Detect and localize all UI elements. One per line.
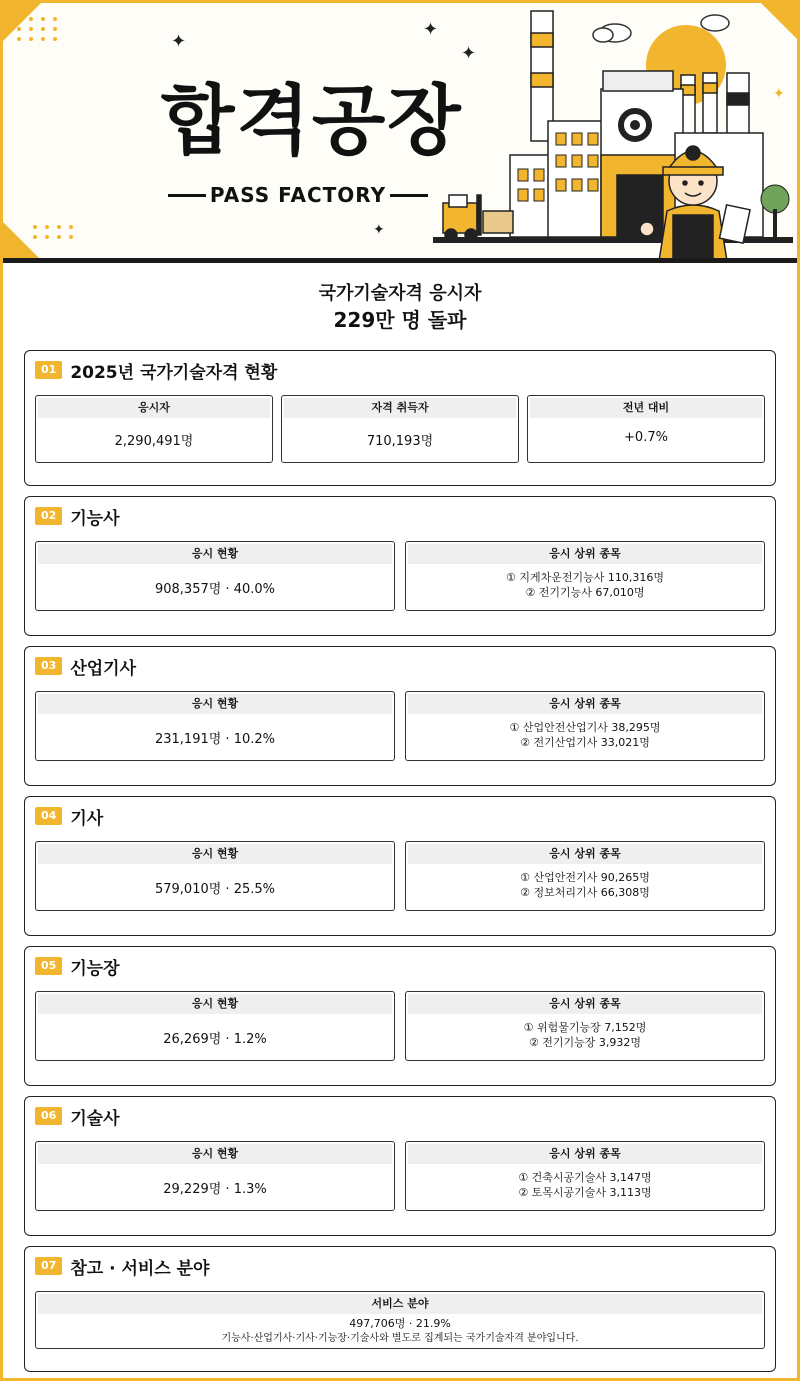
section-badge: 05 xyxy=(35,957,62,975)
top-item-2: ② 토목시공기술사 3,113명 xyxy=(518,1186,652,1199)
corner-decoration xyxy=(761,3,797,39)
stat-card-yoy xyxy=(527,395,765,463)
top-items-card xyxy=(405,841,765,911)
top-items-card xyxy=(405,691,765,761)
top-item-2: ② 전기기능장 3,932명 xyxy=(528,1036,642,1049)
section-title: 참고 · 서비스 분야 xyxy=(70,1258,210,1279)
top-item-2: ② 전기기능사 67,010명 xyxy=(525,586,645,599)
top-item-2: ② 정보처리기사 66,308명 xyxy=(520,886,650,899)
stat-card-applicants xyxy=(35,395,273,463)
logo-wordmark: 합격공장 xyxy=(161,76,463,165)
section-header xyxy=(35,359,277,381)
headline xyxy=(0,282,800,334)
headline-line2: 229만 명 돌파 xyxy=(333,308,467,332)
status-card xyxy=(35,691,395,761)
card-value: 26,269명 · 1.2% xyxy=(163,1032,267,1047)
card-value: 908,357명 · 40.0% xyxy=(154,582,275,597)
card-label: 전년 대비 xyxy=(530,398,762,418)
card-label: 응시 상위 종목 xyxy=(408,844,762,864)
card-label: 응시 현황 xyxy=(38,544,392,564)
card-label: 자격 취득자 xyxy=(284,398,516,418)
top-items-card xyxy=(405,1141,765,1211)
card-label: 응시 현황 xyxy=(38,694,392,714)
top-item-1: ① 위험물기능장 7,152명 xyxy=(523,1021,647,1034)
status-card xyxy=(35,541,395,611)
section-badge: 04 xyxy=(35,807,62,825)
top-item-1: ① 산업안전산업기사 38,295명 xyxy=(509,721,661,734)
card-label: 응시 상위 종목 xyxy=(408,544,762,564)
card-note: 기능사·산업기사·기사·기능장·기술사와 별도로 집계되는 국가기술자격 분야입니다. xyxy=(221,1333,579,1344)
card-label: 응시 현황 xyxy=(38,994,392,1014)
top-item-1: ① 산업안전기사 90,265명 xyxy=(520,871,650,884)
status-card xyxy=(35,841,395,911)
hero-banner xyxy=(3,3,797,261)
card-label: 응시 상위 종목 xyxy=(408,1144,762,1164)
logo-subtitle-row xyxy=(168,181,428,209)
sparkle-icon: ✦ xyxy=(373,222,385,238)
corner-decoration xyxy=(3,3,41,41)
section-title: 기사 xyxy=(70,808,104,829)
top-items-card xyxy=(405,991,765,1061)
card-label: 응시 상위 종목 xyxy=(408,994,762,1014)
status-card xyxy=(35,991,395,1061)
card-value: 231,191명 · 10.2% xyxy=(154,732,275,747)
section-header xyxy=(35,1105,120,1127)
card-value: 29,229명 · 1.3% xyxy=(163,1182,267,1197)
card-value: 497,706명 · 21.9% xyxy=(349,1317,451,1330)
section-header xyxy=(35,505,120,527)
section-title: 기능사 xyxy=(70,508,120,529)
section-title: 기술사 xyxy=(70,1108,120,1129)
sparkle-icon: ✦ xyxy=(461,43,477,64)
section-header xyxy=(35,1255,209,1277)
top-item-1: ① 건축시공기술사 3,147명 xyxy=(518,1171,652,1184)
section-badge: 02 xyxy=(35,507,62,525)
section-title: 기능장 xyxy=(70,958,120,979)
corner-decoration xyxy=(3,222,39,258)
sparkle-icon: ✦ xyxy=(423,19,439,40)
section-header xyxy=(35,655,136,677)
section-master-craftsman xyxy=(24,946,776,1086)
section-badge: 06 xyxy=(35,1107,62,1125)
section-badge: 01 xyxy=(35,361,62,379)
section-professional-engineer xyxy=(24,1096,776,1236)
card-value: 579,010명 · 25.5% xyxy=(154,882,275,897)
section-craftsman xyxy=(24,496,776,636)
card-label: 응시 현황 xyxy=(38,1144,392,1164)
sparkle-icon: ✦ xyxy=(773,86,785,102)
section-industrial-engineer xyxy=(24,646,776,786)
card-value: 710,193명 xyxy=(366,434,434,449)
section-overview xyxy=(24,350,776,486)
divider xyxy=(168,194,206,197)
card-label: 응시자 xyxy=(38,398,270,418)
headline-line1: 국가기술자격 응시자 xyxy=(318,283,482,304)
card-value: 2,290,491명 xyxy=(114,434,194,449)
top-item-2: ② 전기산업기사 33,021명 xyxy=(520,736,650,749)
banner-divider xyxy=(3,258,797,263)
dot-pattern xyxy=(33,225,75,239)
section-title: 2025년 국가기술자격 현황 xyxy=(70,362,278,383)
service-card xyxy=(35,1291,765,1349)
stat-card-acquirers xyxy=(281,395,519,463)
divider xyxy=(390,194,428,197)
card-value: +0.7% xyxy=(624,430,668,445)
section-header xyxy=(35,805,103,827)
section-title: 산업기사 xyxy=(70,658,137,679)
section-engineer xyxy=(24,796,776,936)
section-badge: 07 xyxy=(35,1257,62,1275)
card-label: 응시 현황 xyxy=(38,844,392,864)
section-badge: 03 xyxy=(35,657,62,675)
section-service xyxy=(24,1246,776,1372)
status-card xyxy=(35,1141,395,1211)
top-item-1: ① 지게차운전기능사 110,316명 xyxy=(506,571,664,584)
section-header xyxy=(35,955,120,977)
top-items-card xyxy=(405,541,765,611)
card-label: 응시 상위 종목 xyxy=(408,694,762,714)
logo-subtitle: PASS FACTORY xyxy=(209,183,387,207)
sparkle-icon: ✦ xyxy=(171,31,187,52)
card-label: 서비스 분야 xyxy=(38,1294,762,1314)
